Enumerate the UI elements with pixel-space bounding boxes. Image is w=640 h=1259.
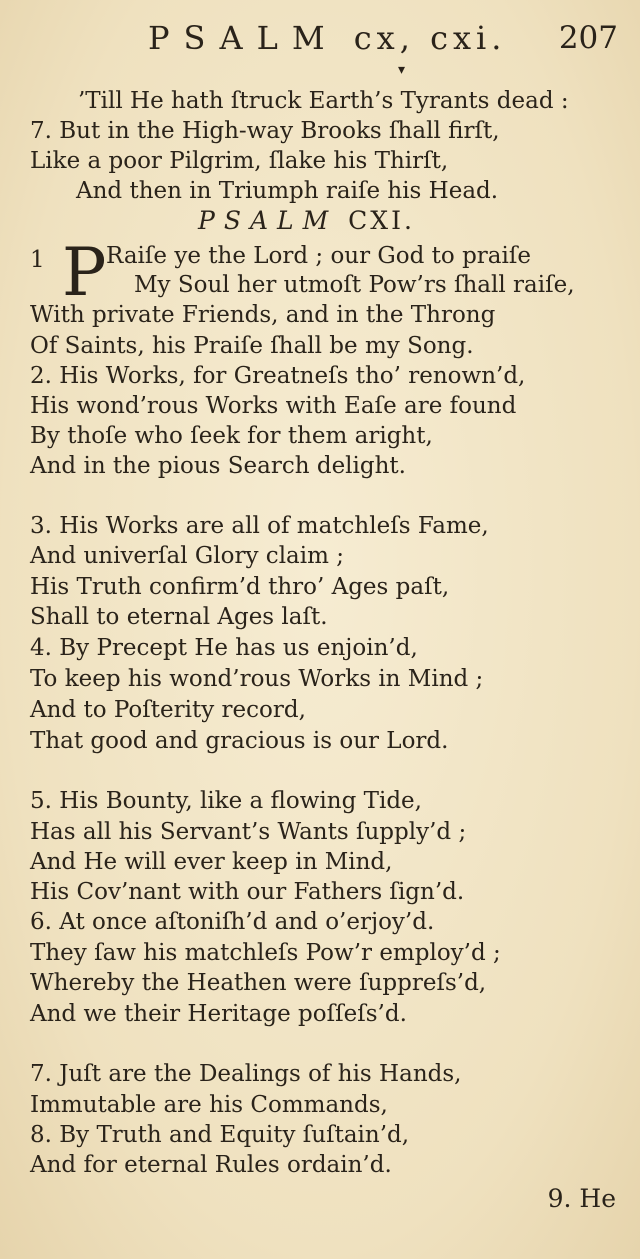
text-line: Shall to eternal Ages laſt. [30,604,328,630]
text-line: 7. But in the High-way Brooks ſhall firſt, [30,118,500,144]
verse-number: 1 [30,247,45,273]
text-line: Immutable are his Commands, [30,1092,388,1118]
running-header [0,18,640,58]
text-line: By thoſe who ſeek for them aright, [30,423,433,449]
text-line: That good and gracious is our Lord. [30,728,449,754]
text-line: 4. By Precept He has us enjoin’d, [30,635,418,661]
text-line: 8. By Truth and Equity ſuſtain’d, [30,1122,410,1148]
psalm-heading [198,205,415,237]
page-number: 207 [558,20,618,56]
title-word: PSALM [148,19,339,57]
text-line: 3. His Works are all of matchleſs Fame, [30,513,489,539]
text-line: Of Saints, his Praiſe ſhall be my Song. [30,333,474,359]
text-line: And to Poſterity record, [30,697,306,723]
title-psalm-numbers: cx, cxi. [353,19,507,57]
text-line: 5. His Bounty, like a flowing Tide, [30,788,422,814]
psalm-heading-word: PSALM [198,206,338,235]
printer-ornament: ▾ [398,62,406,78]
text-line: Raiſe ye the Lord ; our God to praiſe [106,243,531,269]
text-line: And univerſal Glory claim ; [30,543,344,569]
text-line: And for eternal Rules ordain’d. [30,1152,392,1178]
catchword: 9. He [547,1184,616,1213]
running-title [148,18,506,58]
text-line: And then in Triumph raiſe his Head. [76,178,499,204]
text-line: His Truth confirm’d thro’ Ages paſt, [30,574,450,600]
text-line: His wond’rous Works with Eaſe are found [30,393,517,419]
text-line: My Soul her utmoſt Pow’rs ſhall raiſe, [134,272,575,298]
text-line: Whereby the Heathen were ſuppreſs’d, [30,970,487,996]
text-line: ’Till He hath ſtruck Earth’s Tyrants dead : [78,88,569,114]
text-line: Like a poor Pilgrim, ſlake his Thirſt, [30,148,449,174]
text-line: To keep his wond’rous Works in Mind ; [30,666,484,692]
drop-capital: P [62,234,107,311]
text-line: With private Friends, and in the Throng [30,302,496,328]
text-line: And in the pious Search delight. [30,453,406,479]
text-line: His Cov’nant with our Fathers ſign’d. [30,879,465,905]
text-line: 7. Juſt are the Dealings of his Hands, [30,1061,462,1087]
text-line: They ſaw his matchleſs Pow’r employ’d ; [30,940,501,966]
text-line: 6. At once aſtoniſh’d and o’erjoy’d. [30,909,435,935]
text-line: 2. His Works, for Greatneſs tho’ renown’d, [30,363,526,389]
text-line: Has all his Servant’s Wants ſupply’d ; [30,819,467,845]
text-line: And He will ever keep in Mind, [30,849,393,875]
psalm-heading-number: CXI. [348,206,415,235]
text-line: And we their Heritage poſſeſs’d. [30,1001,407,1027]
